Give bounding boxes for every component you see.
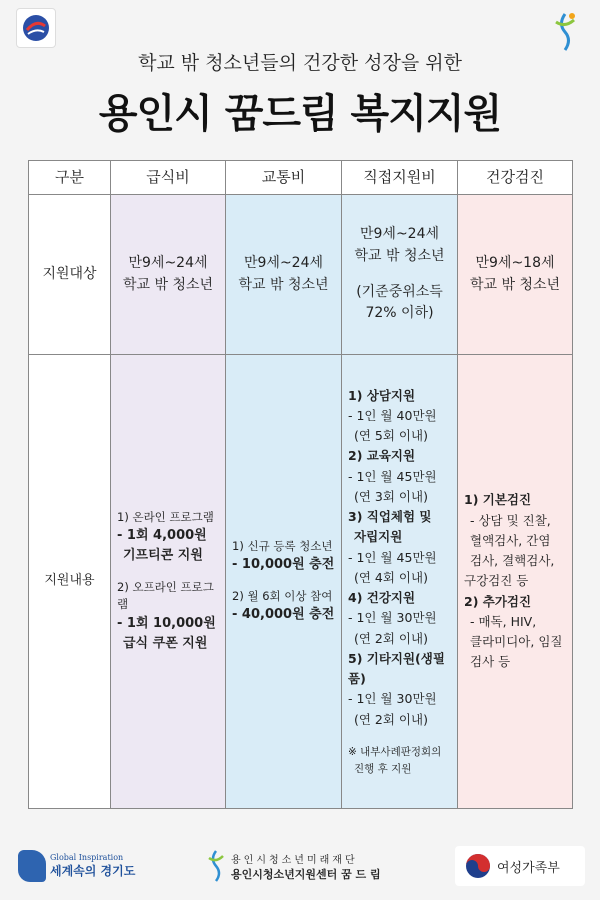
health-basic-line: - 상담 및 진찰, [470, 512, 551, 528]
target-meal-age: 만9세~24세 [128, 254, 208, 271]
gyeonggi-name: 세계속의 경기도 [50, 864, 136, 878]
target-meal [111, 195, 226, 355]
health-extra-line: 검사 등 [470, 654, 511, 670]
ministry-logo [455, 846, 585, 886]
target-health [458, 195, 573, 355]
header-meal: 급식비 [111, 161, 226, 195]
header-direct-support: 직접지원비 [342, 161, 458, 195]
dream-mark-icon [205, 849, 227, 883]
meal-offline-item: 급식 쿠폰 지원 [123, 636, 208, 652]
content-meal [111, 355, 226, 809]
header-health-checkup: 건강검진 [458, 161, 573, 195]
welfare-support-table [28, 160, 573, 809]
footer-logos [0, 838, 600, 896]
job-item-title-cont: 자립지원 [354, 529, 403, 545]
meal-online-item: 기프티콘 지원 [123, 548, 203, 564]
job-item-limit: (연 2회 이내) [354, 711, 428, 727]
row-label-target: 지원대상 [29, 195, 111, 355]
meal-online-amount: - 1회 4,000원 [117, 528, 207, 544]
gyeonggi-slogan: Global Inspiration [50, 853, 124, 862]
target-meal-group: 학교 밖 청소년 [122, 276, 214, 293]
page-subtitle: 학교 밖 청소년들의 건강한 성장을 위한 [138, 52, 462, 74]
job-item-limit: (연 4회 이내) [354, 569, 428, 585]
target-direct-support [342, 195, 458, 355]
header-category: 구분 [29, 161, 111, 195]
transport-item2-amount: - 40,000원 충전 [232, 607, 335, 623]
target-health-group: 학교 밖 청소년 [469, 276, 561, 293]
gyeonggi-mark-icon [18, 850, 46, 882]
health-extra-title: 2) 추가검진 [464, 593, 532, 609]
table-header-row [29, 161, 573, 195]
table-row-content [29, 355, 573, 809]
content-transport [226, 355, 342, 809]
transport-item2-title: 2) 월 6회 이상 참여 [232, 588, 333, 603]
target-health-age: 만9세~18세 [475, 254, 555, 271]
target-transport-group: 학교 밖 청소년 [238, 276, 329, 293]
job-item-title: 5) 기타지원(생필품) [348, 650, 445, 687]
dream-foundation-logo [205, 844, 405, 888]
job-item-limit: (연 5회 이내) [354, 428, 428, 444]
center-name: 용인시청소년지원센터 꿈 드 림 [231, 867, 381, 881]
meal-offline-title: 2) 오프라인 프로그램 [117, 579, 214, 612]
target-transport-age: 만9세~24세 [243, 254, 324, 271]
taegeuk-icon [465, 853, 491, 879]
page-title: 용인시 꿈드림 복지지원 [98, 91, 502, 137]
target-job-income: (기준중위소득 [356, 283, 443, 300]
meal-offline-amount: - 1회 10,000원 [117, 616, 216, 632]
job-item-title: 4) 건강지원 [348, 590, 416, 606]
header-transport: 교통비 [226, 161, 342, 195]
health-basic-line: 구강검진 등 [464, 573, 529, 589]
job-item-amount: - 1인 월 40만원 [348, 407, 437, 423]
health-basic-title: 1) 기본검진 [464, 492, 532, 508]
gyeonggi-logo [18, 846, 148, 886]
row-label-content: 지원내용 [29, 355, 111, 809]
job-item-amount: - 1인 월 30만원 [348, 691, 437, 707]
table-row-target [29, 195, 573, 355]
target-job-age: 만9세~24세 [359, 226, 440, 243]
health-basic-line: 검사, 결핵검사, [470, 553, 555, 569]
health-basic-line: 혈액검사, 간염 [470, 532, 551, 548]
job-item-limit: (연 3회 이내) [354, 488, 428, 504]
job-item-limit: (연 2회 이내) [354, 630, 428, 646]
target-job-income-pct: 72% 이하) [365, 305, 434, 322]
job-item-amount: - 1인 월 45만원 [348, 549, 437, 565]
target-transport [226, 195, 342, 355]
job-note-cont: 진행 후 지원 [354, 762, 412, 775]
target-job-group: 학교 밖 청소년 [354, 247, 445, 264]
ministry-name: 여성가족부 [497, 860, 560, 876]
transport-item1-amount: - 10,000원 충전 [232, 557, 335, 573]
job-item-amount: - 1인 월 30만원 [348, 610, 437, 626]
health-extra-line: - 매독, HIV, [470, 613, 537, 629]
job-item-amount: - 1인 월 45만원 [348, 468, 437, 484]
content-health [458, 355, 573, 809]
meal-online-title: 1) 온라인 프로그램 [117, 509, 214, 524]
content-direct-support [342, 355, 458, 809]
job-item-title: 1) 상담지원 [348, 387, 416, 403]
health-extra-line: 클라미디아, 임질 [470, 634, 563, 650]
transport-item1-title: 1) 신규 등록 청소년 [232, 538, 333, 553]
job-note: ※ 내부사례판정회의 [348, 745, 442, 758]
job-item-title: 3) 직업체험 및 [348, 509, 432, 525]
job-item-title: 2) 교육지원 [348, 448, 416, 464]
yongin-city-logo [16, 8, 56, 48]
foundation-name: 용인시청소년미래재단 [231, 854, 358, 866]
